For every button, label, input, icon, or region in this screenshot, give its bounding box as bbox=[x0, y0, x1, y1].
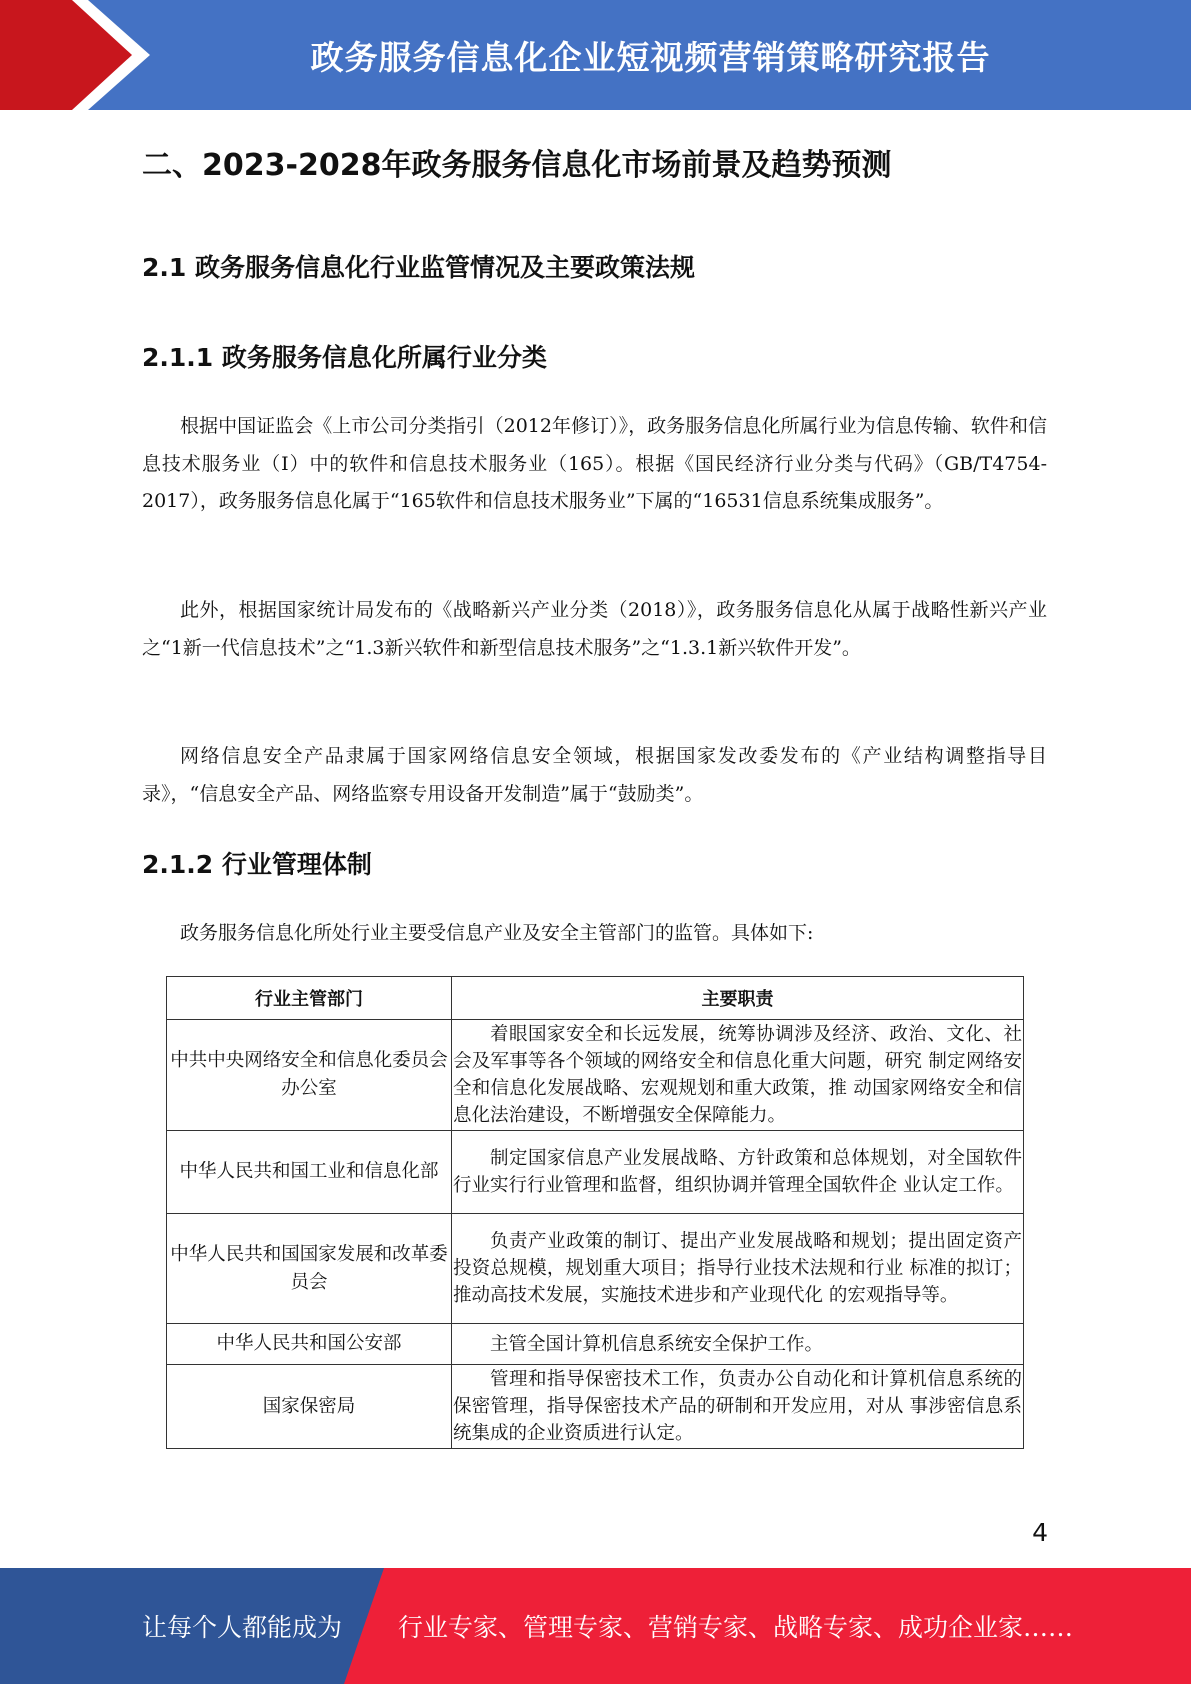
column-header-duty: 主要职责 bbox=[452, 977, 1024, 1020]
table-header-row bbox=[167, 977, 1024, 1020]
table-row bbox=[167, 1214, 1024, 1324]
table-cell-duty: 主管全国计算机信息系统安全保护工作。 bbox=[452, 1324, 1024, 1365]
table-cell-duty: 管理和指导保密技术工作，负责办公自动化和计算机信息系统的保密管理，指导保密技术产品的研制和开发应用，对从 事涉密信息系统集成的企业资质进行认定。 bbox=[452, 1365, 1024, 1449]
table-row bbox=[167, 1131, 1024, 1214]
table-row bbox=[167, 1365, 1024, 1449]
footer-slogan-right: 行业专家、管理专家、营销专家、战略专家、成功企业家…… bbox=[398, 1613, 1074, 1642]
table-cell-dept: 中华人民共和国工业和信息化部 bbox=[167, 1131, 452, 1214]
table-row bbox=[167, 1324, 1024, 1365]
table-cell-duty: 负责产业政策的制订、提出产业发展战略和规划；提出固定资产投资总规模，规划重大项目；指导行业技术法规和行业 标准的拟订；推动高技术发展，实施技术进步和产业现代化 的宏观指导等。 bbox=[452, 1214, 1024, 1324]
column-header-dept: 行业主管部门 bbox=[167, 977, 452, 1020]
table-row bbox=[167, 1020, 1024, 1131]
header-banner bbox=[0, 0, 1191, 110]
table-cell-dept: 国家保密局 bbox=[167, 1365, 452, 1449]
paragraph-classification: 根据中国证监会《上市公司分类指引（2012年修订）》，政务服务信息化所属行业为信息传输、软件和信息技术服务业（I）中的软件和信息技术服务业（165）。根据《国民经济行业分类与代码》（GB/T4754-2017），政务服务信息化属于“165软件和信息技术服务业”下属的“16531信息系统集成服务”。 bbox=[142, 415, 1047, 512]
table-cell-dept: 中华人民共和国国家发展和改革委员会 bbox=[167, 1214, 452, 1324]
footer-slogan-left: 让每个人都能成为 bbox=[142, 1613, 343, 1642]
footer-banner bbox=[0, 1568, 1191, 1684]
table-cell-dept: 中华人民共和国公安部 bbox=[167, 1324, 452, 1365]
table-cell-duty: 制定国家信息产业发展战略、方针政策和总体规划，对全国软件行业实行行业管理和监督，组织协调并管理全国软件企 业认定工作。 bbox=[452, 1131, 1024, 1214]
report-title: 政务服务信息化企业短视频营销策略研究报告 bbox=[310, 37, 991, 77]
table-cell-duty: 着眼国家安全和长远发展，统筹协调涉及经济、政治、文化、社会及军事等各个领域的网络安全和信息化重大问题，研究 制定网络安全和信息化发展战略、宏观规划和重大政策，推 动国家网络安全和信息化法治建设，不断增强安全保障能力。 bbox=[452, 1020, 1024, 1131]
paragraph-intro: 政务服务信息化所处行业主要受信息产业及安全主管部门的监管。具体如下: bbox=[180, 922, 814, 944]
paragraph-strategic-industry: 此外，根据国家统计局发布的《战略新兴产业分类（2018）》，政务服务信息化从属于战略性新兴产业之“1新一代信息技术”之“1.3新兴软件和新型信息技术服务”之“1.3.1新兴软件开发”。 bbox=[142, 599, 1047, 659]
subsection-title-2-1-1: 2.1.1 政务服务信息化所属行业分类 bbox=[142, 343, 547, 372]
section-title: 二、2023-2028年政务服务信息化市场前景及趋势预测 bbox=[142, 148, 892, 183]
subsection-title-2-1: 2.1 政务服务信息化行业监管情况及主要政策法规 bbox=[142, 253, 695, 282]
subsection-title-2-1-2: 2.1.2 行业管理体制 bbox=[142, 850, 372, 879]
regulator-table bbox=[166, 976, 1024, 1449]
page-number: 4 bbox=[1032, 1518, 1048, 1547]
paragraph-security-products: 网络信息安全产品隶属于国家网络信息安全领域，根据国家发改委发布的《产业结构调整指导目录》，“信息安全产品、网络监察专用设备开发制造”属于“鼓励类”。 bbox=[142, 745, 1047, 805]
table-cell-dept: 中共中央网络安全和信息化委员会办公室 bbox=[167, 1020, 452, 1131]
